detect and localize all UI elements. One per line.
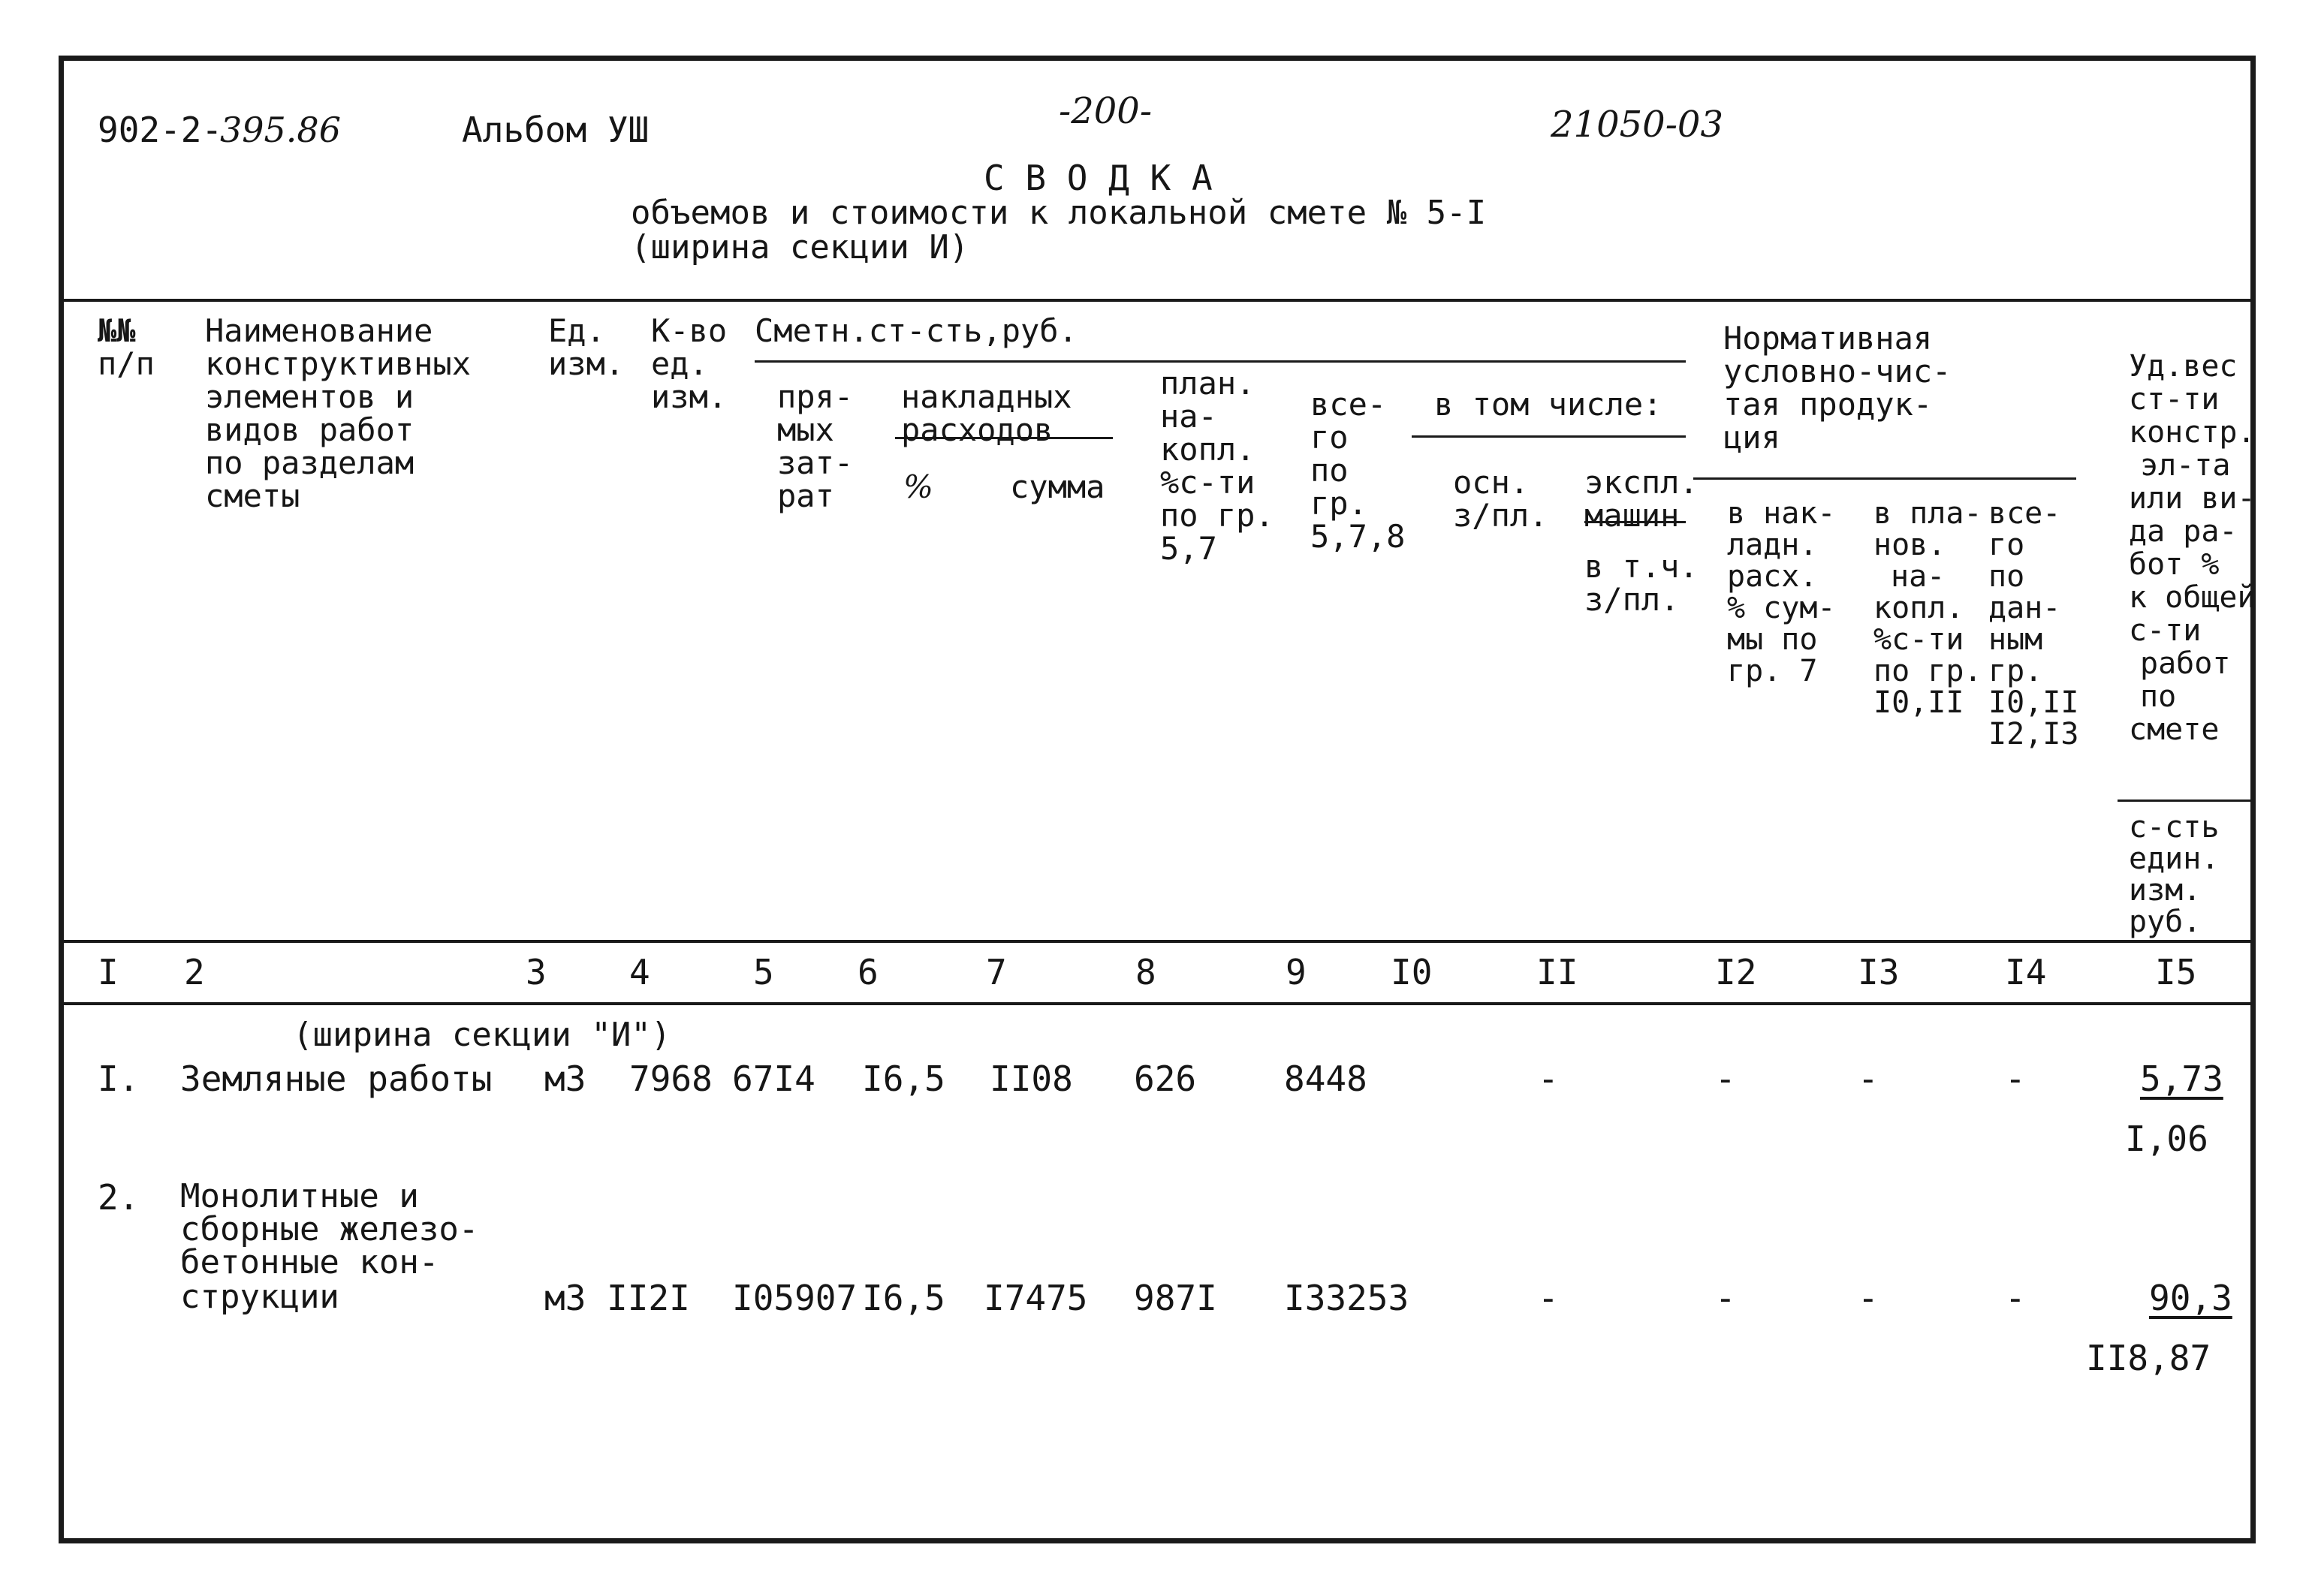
column-number: 4	[629, 952, 650, 992]
col-name-header-l2: конструктивных	[205, 345, 472, 382]
col-share-l4: эл-та	[2140, 448, 2231, 483]
column-numbers-top-rule	[64, 940, 2250, 943]
col-plan-header-l1: план.	[1160, 365, 1255, 402]
col-total-header-l5: 5,7,8	[1310, 518, 1406, 555]
row-unit: м3	[544, 1058, 586, 1099]
col-wages-header-l2: з/пл.	[1453, 497, 1548, 534]
col-qty-header-l1: К-во	[651, 312, 728, 349]
col-name-header-l4: видов работ	[205, 411, 414, 448]
col-share-l10: работ	[2140, 646, 2231, 681]
col-share-l2: ст-ти	[2129, 382, 2220, 417]
col-total-header-l4: гр.	[1310, 485, 1367, 522]
row-overhead-sum: I7475	[984, 1278, 1088, 1318]
col-ncp-plan-l6: по гр.	[1873, 654, 1982, 688]
col-ncp-overhead-l6: гр. 7	[1727, 654, 1818, 688]
row-ncp-overhead: -	[1715, 1058, 1736, 1099]
overhead-group-header-l2: расходов	[901, 411, 1054, 448]
ncp-group-header-l4: ция	[1723, 419, 1780, 456]
row-machines: -	[1538, 1278, 1559, 1318]
col-share-l8: к общей	[2129, 580, 2256, 615]
col-ncp-total-l2: го	[1988, 528, 2025, 562]
album-label: Альбом УШ	[462, 110, 650, 150]
row-direct-costs: 67I4	[732, 1058, 815, 1099]
row-name: бетонные кон-	[180, 1243, 439, 1281]
col-machines-header-l2: машин	[1584, 497, 1680, 534]
row-number: I.	[98, 1058, 140, 1099]
row-name: Земляные работы	[180, 1058, 493, 1099]
row-ncp-overhead: -	[1715, 1278, 1736, 1318]
ncp-group-header-l1: Нормативная	[1723, 320, 1933, 357]
col-direct-header-l4: рат	[777, 477, 834, 514]
col-number-header: №№	[98, 312, 136, 349]
doc-code-handwritten: 395.86	[220, 110, 341, 150]
row-unit-cost: II8,87	[2086, 1338, 2211, 1378]
row-plan-accum: 987I	[1134, 1278, 1217, 1318]
col-total-header-l2: го	[1310, 419, 1349, 456]
row-ncp-total: -	[2005, 1058, 2026, 1099]
document-subtitle: объемов и стоимости к локальной смете № 5-I	[631, 194, 1487, 232]
column-number: I2	[1715, 952, 1757, 992]
col-number-header-sub: п/п	[98, 345, 155, 382]
section-note: (ширина секции "И")	[293, 1016, 671, 1054]
col-ncp-plan-l2: нов.	[1873, 528, 1946, 562]
page-number: -200-	[1059, 90, 1153, 132]
col-share-l9: с-ти	[2129, 613, 2202, 648]
row-unit-cost: I,06	[2125, 1119, 2208, 1159]
column-number: II	[1536, 952, 1578, 992]
ncp-group-header-l2: условно-чис-	[1723, 353, 1952, 390]
col-ncp-overhead-l3: расх.	[1727, 559, 1818, 594]
row-direct-costs: I05907	[732, 1278, 858, 1318]
document-title: С В О Д К А	[984, 158, 1213, 198]
col-machines-wages-l2: з/пл.	[1584, 581, 1680, 618]
column-number: I0	[1391, 952, 1433, 992]
col-unit-cost-l1: с-сть	[2129, 810, 2220, 845]
row-total: 8448	[1284, 1058, 1367, 1099]
col-share-l6: да ра-	[2129, 514, 2238, 549]
column-number: I5	[2155, 952, 2197, 992]
column-number: 6	[858, 952, 879, 992]
column-number: I4	[2005, 952, 2047, 992]
col-unit-cost-l3: изм.	[2129, 873, 2202, 908]
row-machines: -	[1538, 1058, 1559, 1099]
row-name: сборные железо-	[180, 1210, 479, 1248]
col-overhead-sum-header: сумма	[1010, 468, 1105, 505]
col-ncp-plan-l7: I0,II	[1873, 685, 1964, 720]
incl-group-rule	[1412, 435, 1686, 438]
overhead-group-header-l1: накладных	[901, 378, 1072, 415]
col-share-l1: Уд.вес	[2129, 349, 2238, 384]
col-ncp-total-l6: гр.	[1988, 654, 2043, 688]
row-quantity: II2I	[607, 1278, 690, 1318]
column-numbers-bottom-rule	[64, 1002, 2250, 1005]
col-ncp-total-l7: I0,II	[1988, 685, 2079, 720]
document-frame	[59, 56, 2256, 1543]
col-ncp-total-l3: по	[1988, 559, 2025, 594]
col-unit-header-l2: изм.	[548, 345, 625, 382]
row-ncp-plan: -	[1858, 1058, 1879, 1099]
column-number: I3	[1858, 952, 1900, 992]
column-number: 3	[526, 952, 547, 992]
row-quantity: 7968	[629, 1058, 713, 1099]
col-direct-header-l3: зат-	[777, 444, 854, 481]
row-ncp-plan: -	[1858, 1278, 1879, 1318]
col-unit-cost-l4: руб.	[2129, 905, 2202, 939]
col-ncp-overhead-l1: в нак-	[1727, 496, 1836, 531]
table-top-rule	[64, 299, 2250, 302]
col-share-l3: констр.	[2129, 415, 2256, 450]
col-ncp-overhead-l4: % сум-	[1727, 591, 1836, 625]
row-overhead-pct: I6,5	[862, 1278, 945, 1318]
col-ncp-total-l5: ным	[1988, 622, 2043, 657]
col-name-header-l3: элементов и	[205, 378, 414, 415]
row-ncp-total: -	[2005, 1278, 2026, 1318]
col-unit-header-l1: Ед.	[548, 312, 605, 349]
col-ncp-plan-l5: %с-ти	[1873, 622, 1964, 657]
column-number: 8	[1135, 952, 1156, 992]
doc-code-prefix: 902-2-	[98, 110, 223, 150]
col-ncp-total-l1: все-	[1988, 496, 2061, 531]
col-ncp-plan-l3: на-	[1891, 559, 1946, 594]
document-subtitle-section: (ширина секции И)	[631, 228, 969, 267]
col-qty-header-l2: ед.	[651, 345, 708, 382]
col-ncp-total-l4: дан-	[1988, 591, 2061, 625]
col-name-header-l5: по разделам	[205, 444, 414, 481]
column-number: 7	[986, 952, 1007, 992]
col-plan-header-l3: копл.	[1160, 431, 1255, 468]
column-number: 2	[184, 952, 205, 992]
col-ncp-total-l8: I2,I3	[1988, 717, 2079, 751]
column-number: 5	[753, 952, 774, 992]
row-unit: м3	[544, 1278, 586, 1318]
col-share-l7: бот %	[2129, 547, 2220, 582]
col-share-l11: по	[2140, 679, 2177, 714]
ncp-group-header-l3: тая продук-	[1723, 386, 1933, 423]
col-machines-wages-l1: в т.ч.	[1584, 548, 1699, 585]
col-share-l5: или ви-	[2129, 481, 2256, 516]
col-direct-header-l2: мых	[777, 411, 834, 448]
row-plan-accum: 626	[1134, 1058, 1197, 1099]
col-total-header-l1: все-	[1310, 386, 1387, 423]
col-total-header-l3: по	[1310, 452, 1349, 489]
col-plan-header-l6: 5,7	[1160, 530, 1217, 567]
col-plan-header-l4: %с-ти	[1160, 464, 1255, 501]
col-machines-header-l1: экспл.	[1584, 464, 1699, 501]
row-total: I33253	[1284, 1278, 1409, 1318]
col-direct-header-l1: пря-	[777, 378, 854, 415]
row-number: 2.	[98, 1177, 140, 1218]
cost-group-header: Сметн.ст-сть,руб.	[755, 312, 1078, 349]
col-name-header-l6: сметы	[205, 477, 300, 514]
col-ncp-overhead-l5: мы по	[1727, 622, 1818, 657]
project-code: 21050-03	[1551, 104, 1723, 146]
row-name: Монолитные и	[180, 1177, 419, 1215]
row-overhead-sum: II08	[990, 1058, 1073, 1099]
col-plan-header-l2: на-	[1160, 398, 1217, 435]
col-wages-header-l1: осн.	[1453, 464, 1530, 501]
column-number: I	[98, 952, 119, 992]
col-overhead-pct-header: %	[903, 468, 933, 505]
col-unit-cost-l2: един.	[2129, 842, 2220, 876]
col-plan-header-l5: по гр.	[1160, 497, 1274, 534]
col-share-l12: смете	[2129, 712, 2220, 747]
share-subdivision-rule	[2118, 800, 2250, 802]
col-name-header-l1: Наименование	[205, 312, 433, 349]
col-ncp-plan-l4: копл.	[1873, 591, 1964, 625]
col-ncp-plan-l1: в пла-	[1873, 496, 1982, 531]
row-share: 90,3	[2149, 1278, 2232, 1318]
ncp-group-rule	[1693, 477, 2076, 480]
row-overhead-pct: I6,5	[862, 1058, 945, 1099]
col-ncp-overhead-l2: ладн.	[1727, 528, 1818, 562]
row-share: 5,73	[2140, 1058, 2223, 1099]
col-qty-header-l3: изм.	[651, 378, 728, 415]
cost-group-rule	[755, 360, 1686, 363]
incl-group-header: в том числе:	[1434, 386, 1662, 423]
row-name: струкции	[180, 1278, 339, 1316]
column-number: 9	[1286, 952, 1307, 992]
